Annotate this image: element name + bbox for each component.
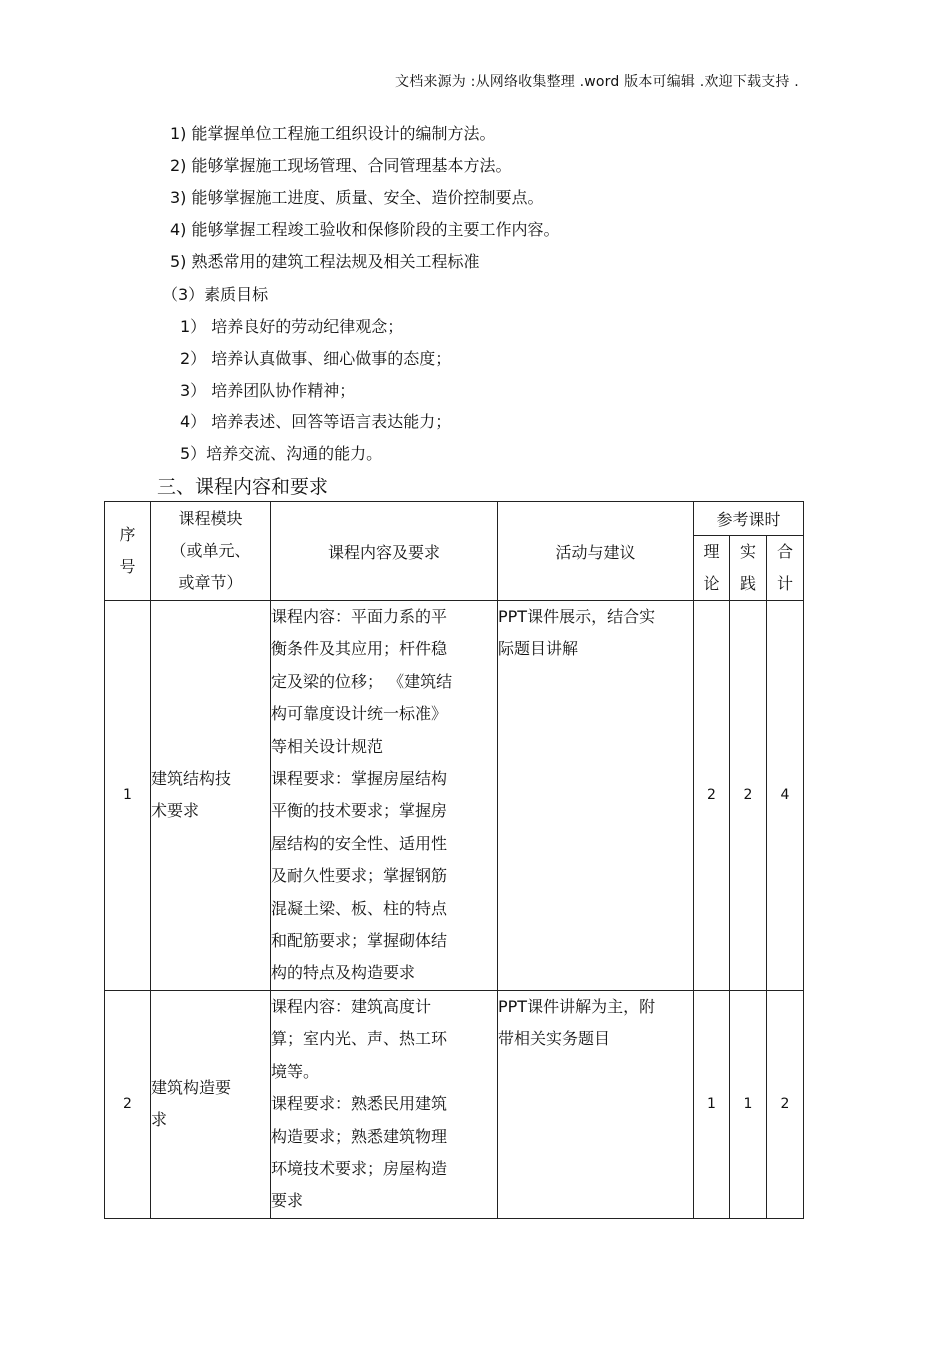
content-line: 及耐久性要求；掌握钢筋	[271, 866, 448, 886]
content-line: 课程内容：建筑高度计	[271, 996, 432, 1016]
header-total	[767, 536, 804, 601]
header-total-line: 合	[776, 542, 793, 561]
row-theory-hours: 1	[694, 990, 730, 1218]
row-activity	[498, 990, 694, 1218]
content-line: 混凝土梁、板、柱的特点	[271, 898, 448, 918]
row-content	[271, 990, 498, 1218]
activity-line: 际题目讲解	[498, 639, 579, 659]
header-module	[151, 502, 271, 601]
header-activity: 活动与建议	[498, 502, 694, 601]
row-module	[151, 990, 271, 1218]
header-content: 课程内容及要求	[271, 502, 498, 601]
header-module-line: 或章节）	[178, 573, 243, 592]
quality-goal-5: 5）培养交流、沟通的能力。	[180, 444, 383, 463]
skill-goal-4: 4) 能够掌握工程竣工验收和保修阶段的主要工作内容。	[170, 220, 560, 239]
quality-goal-heading: （3）素质目标	[162, 285, 269, 304]
content-line: 构造要求；熟悉建筑物理	[271, 1126, 448, 1146]
content-line: 构的特点及构造要求	[271, 963, 416, 983]
content-line: 课程要求：熟悉民用建筑	[271, 1094, 448, 1114]
header-theory	[694, 536, 730, 601]
module-line: 求	[151, 1110, 168, 1130]
content-line: 和配筋要求；掌握砌体结	[271, 931, 448, 951]
row-seq: 2	[105, 990, 151, 1218]
row-total-hours: 2	[767, 990, 804, 1218]
header-practice-line: 实	[739, 542, 756, 561]
content-line: 衡条件及其应用；杆件稳	[271, 639, 448, 659]
header-module-line: （或单元、	[170, 541, 251, 560]
row-practice-hours: 2	[730, 601, 767, 991]
row-total-hours: 4	[767, 601, 804, 991]
quality-goal-2: 2） 培养认真做事、细心做事的态度；	[180, 349, 452, 368]
header-practice	[730, 536, 767, 601]
header-seq-line: 序	[119, 525, 136, 544]
row-activity	[498, 601, 694, 991]
module-line: 建筑构造要	[151, 1077, 232, 1097]
table-header-row	[105, 502, 804, 536]
module-line: 术要求	[151, 801, 200, 821]
skill-goal-3: 3) 能够掌握施工进度、质量、安全、造价控制要点。	[170, 188, 544, 207]
row-practice-hours: 1	[730, 990, 767, 1218]
content-line: 要求	[271, 1191, 304, 1211]
skill-goal-2: 2) 能够掌握施工现场管理、合同管理基本方法。	[170, 156, 512, 175]
content-line: 构可靠度设计统一标准》	[271, 704, 448, 724]
content-line: 屋结构的安全性、适用性	[271, 833, 448, 853]
row-theory-hours: 2	[694, 601, 730, 991]
activity-line: PPT课件展示，结合实	[498, 607, 656, 626]
content-line: 环境技术要求；房屋构造	[271, 1158, 448, 1178]
activity-line: PPT课件讲解为主，附	[498, 996, 656, 1016]
header-module-line: 课程模块	[178, 509, 243, 528]
section-title: 三、课程内容和要求	[157, 476, 329, 498]
header-theory-line: 理	[703, 542, 720, 561]
header-reference-hours: 参考课时	[694, 502, 804, 536]
course-table	[104, 501, 804, 1219]
header-seq	[105, 502, 151, 601]
content-line: 等相关设计规范	[271, 736, 384, 756]
activity-line: 带相关实务题目	[498, 1029, 611, 1049]
header-seq-line: 号	[119, 557, 136, 576]
header-theory-line: 论	[703, 574, 720, 593]
table-row	[105, 601, 804, 991]
table-row	[105, 990, 804, 1218]
skill-goal-5: 5) 熟悉常用的建筑工程法规及相关工程标准	[170, 252, 480, 271]
module-line: 建筑结构技	[151, 769, 232, 789]
header-practice-line: 践	[739, 574, 756, 593]
content-line: 课程要求：掌握房屋结构	[271, 769, 448, 789]
content-line: 境等。	[271, 1061, 320, 1081]
skill-goal-1: 1) 能掌握单位工程施工组织设计的编制方法。	[170, 124, 496, 143]
quality-goal-4: 4） 培养表述、回答等语言表达能力；	[180, 412, 452, 431]
content-line: 平衡的技术要求；掌握房	[271, 801, 448, 821]
quality-goal-3: 3） 培养团队协作精神；	[180, 381, 356, 400]
page-header-note: 文档来源为 :从网络收集整理 .word 版本可编辑 .欢迎下载支持 .	[395, 74, 799, 90]
row-content	[271, 601, 498, 991]
content-line: 算；室内光、声、热工环	[271, 1029, 448, 1049]
row-seq: 1	[105, 601, 151, 991]
quality-goal-1: 1） 培养良好的劳动纪律观念；	[180, 317, 404, 336]
header-total-line: 计	[776, 574, 793, 593]
content-line: 课程内容：平面力系的平	[271, 607, 448, 626]
row-module	[151, 601, 271, 991]
content-line: 定及梁的位移； 《建筑结	[271, 671, 453, 691]
